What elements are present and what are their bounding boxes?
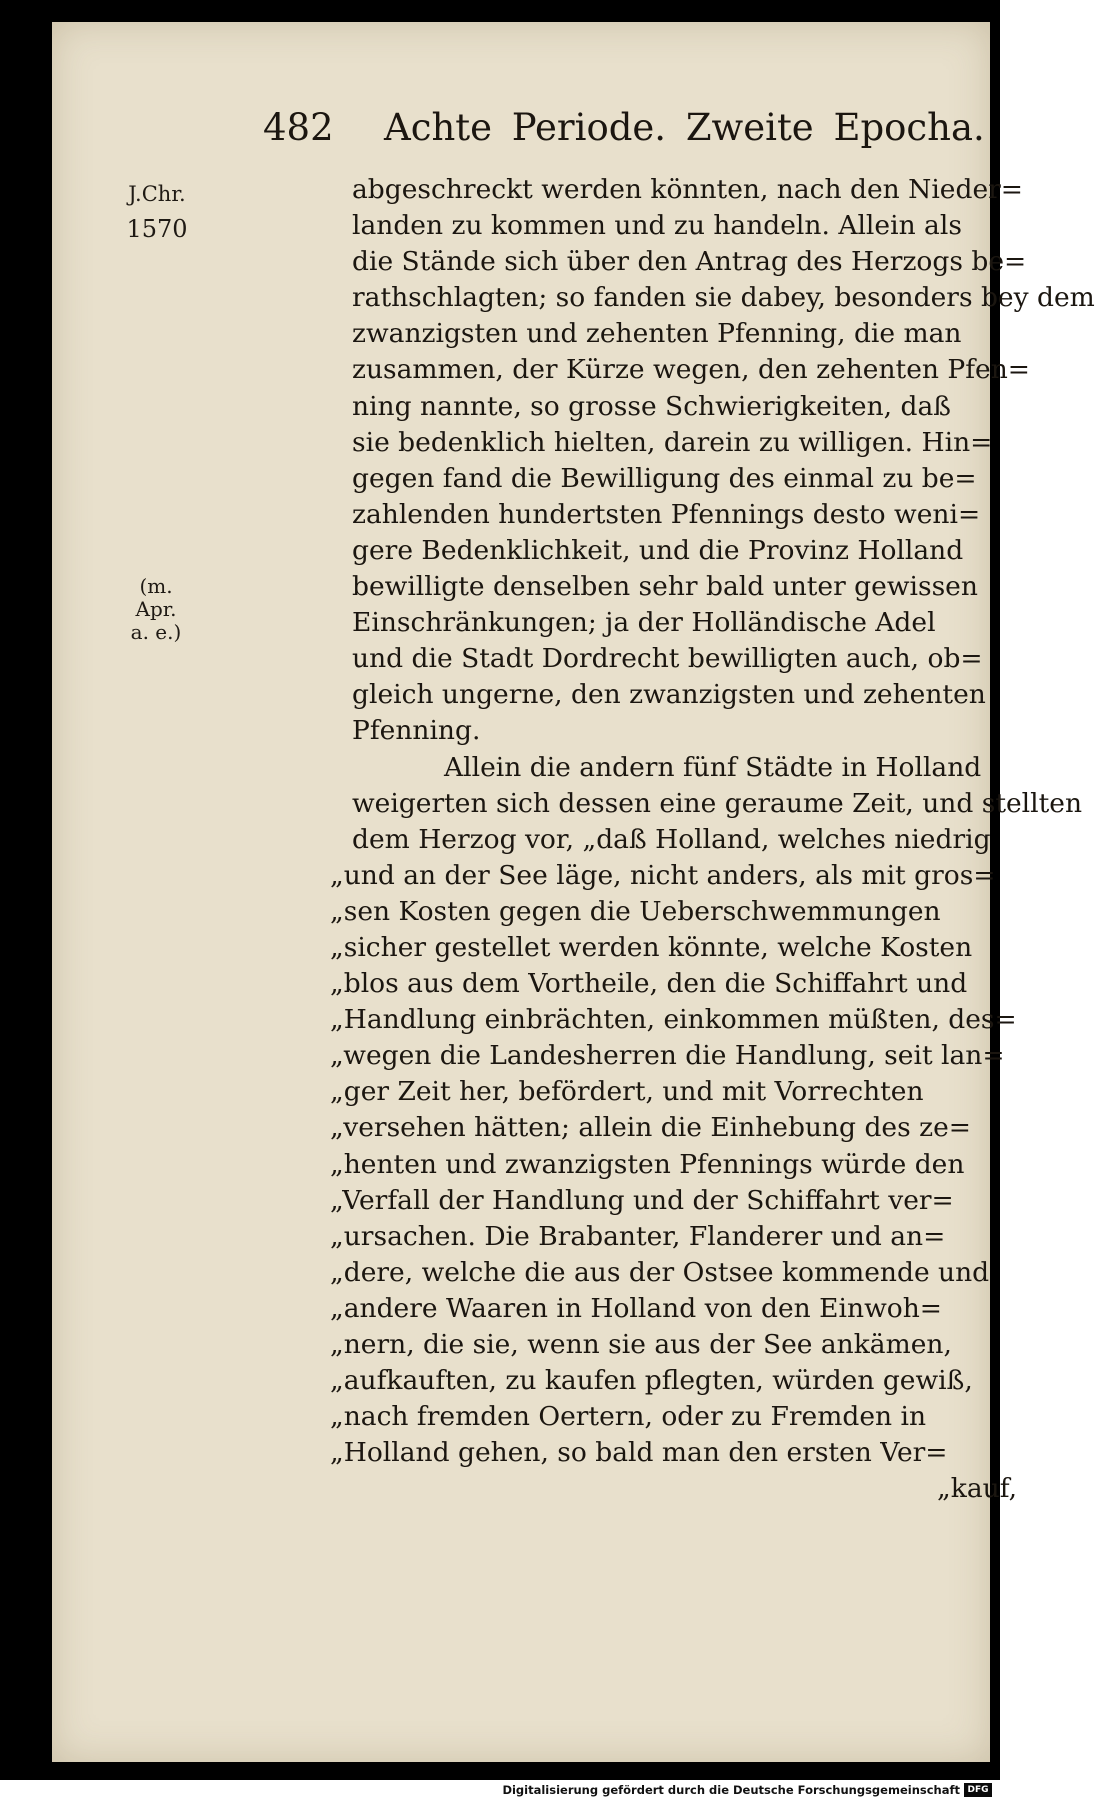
text-line: abgeschreckt werden könnten, nach den Nieder= xyxy=(352,174,1024,205)
quote-line: „ursachen. Die Brabanter, Flanderer und an= xyxy=(330,1220,946,1252)
quote-line: „versehen hätten; allein die Einhebung des ze= xyxy=(330,1112,971,1144)
quote-line: „dere, welche die aus der Ostsee kommende und xyxy=(330,1256,990,1288)
text-line: Einschränkungen; ja der Holländische Adel xyxy=(352,607,936,639)
text-line: gegen fand die Bewilligung des einmal zu be= xyxy=(352,462,977,494)
quote-line: „henten und zwanzigsten Pfennings würde den xyxy=(330,1148,965,1180)
margin-date-line: a. e.) xyxy=(130,620,182,644)
text-line: zwanzigsten und zehenten Pfenning, die man xyxy=(352,318,962,350)
body-text xyxy=(330,172,1095,1507)
footer-credit: Digitalisierung gefördert durch die Deutsche Forschungsgemeinschaft xyxy=(502,1783,960,1797)
text-line: ning nannte, so grosse Schwierigkeiten, daß xyxy=(352,390,951,422)
footer-bar xyxy=(0,1780,1000,1801)
quote-line: „Handlung einbrächten, einkommen müßten, des= xyxy=(330,1004,1017,1036)
quote-line: „nern, die sie, wenn sie aus der See ankämen, xyxy=(330,1329,952,1360)
catchword: „kauf, xyxy=(937,1473,1017,1505)
text-line: und die Stadt Dordrecht bewilligten auch, ob= xyxy=(352,643,983,675)
text-line: die Stände sich über den Antrag des Herzogs be= xyxy=(352,246,1027,278)
text-line: gleich ungerne, den zwanzigsten und zehenten xyxy=(352,679,986,711)
text-line: sie bedenklich hielten, darein zu willigen. Hin= xyxy=(352,426,993,458)
quote-line: „nach fremden Oertern, oder zu Fremden in xyxy=(330,1401,927,1433)
text-line: bewilligte denselben sehr bald unter gewissen xyxy=(352,571,978,603)
paragraph-start-line: Allein die andern fünf Städte in Holland xyxy=(444,751,982,783)
quote-line: „aufkauften, zu kaufen pflegten, würden gewiß, xyxy=(330,1365,973,1397)
running-title: Achte Periode. Zweite Epocha. xyxy=(384,106,985,149)
margin-year: 1570 xyxy=(126,215,188,244)
text-line: rathschlagten; so fanden sie dabey, besonders bey dem xyxy=(352,282,1095,314)
margin-date-line: (m. xyxy=(139,574,173,598)
margin-date-note xyxy=(112,575,200,644)
text-line: zahlenden hundertsten Pfennings desto weni= xyxy=(352,498,981,530)
quote-line: „sicher gestellet werden könnte, welche Kosten xyxy=(330,931,973,963)
text-line: landen zu kommen und zu handeln. Allein als xyxy=(352,210,962,242)
quote-line: „sen Kosten gegen die Ueberschwemmungen xyxy=(330,895,941,927)
quote-line: „andere Waaren in Holland von den Einwoh= xyxy=(330,1292,942,1324)
quote-line: „und an der See läge, nicht anders, als mit gros= xyxy=(330,859,996,891)
quote-line: „ger Zeit her, befördert, und mit Vorrechten xyxy=(330,1076,924,1108)
quote-line: „Verfall der Handlung und der Schiffahrt ver= xyxy=(330,1184,954,1216)
margin-year-note xyxy=(110,182,204,244)
page-number: 482 xyxy=(263,106,334,149)
text-line: zusammen, der Kürze wegen, den zehenten Pfen= xyxy=(352,354,1030,386)
page-header xyxy=(208,106,1008,166)
quote-line: „wegen die Landesherren die Handlung, seit lan= xyxy=(330,1040,1005,1072)
quote-line: „blos aus dem Vortheile, den die Schiffahrt und xyxy=(330,968,968,1000)
text-line: gere Bedenklichkeit, und die Provinz Holland xyxy=(352,534,964,566)
text-line: weigerten sich dessen eine geraume Zeit, und stellten xyxy=(352,787,1083,819)
dfg-logo-icon: DFG xyxy=(964,1783,992,1797)
book-page xyxy=(52,22,1095,1762)
text-line: Pfenning. xyxy=(352,715,481,747)
text-line: dem Herzog vor, „daß Holland, welches niedrig xyxy=(352,823,991,855)
margin-date-line: Apr. xyxy=(135,597,177,621)
margin-year-label: J.Chr. xyxy=(128,182,186,206)
quote-line: „Holland gehen, so bald man den ersten Ver= xyxy=(330,1437,948,1469)
